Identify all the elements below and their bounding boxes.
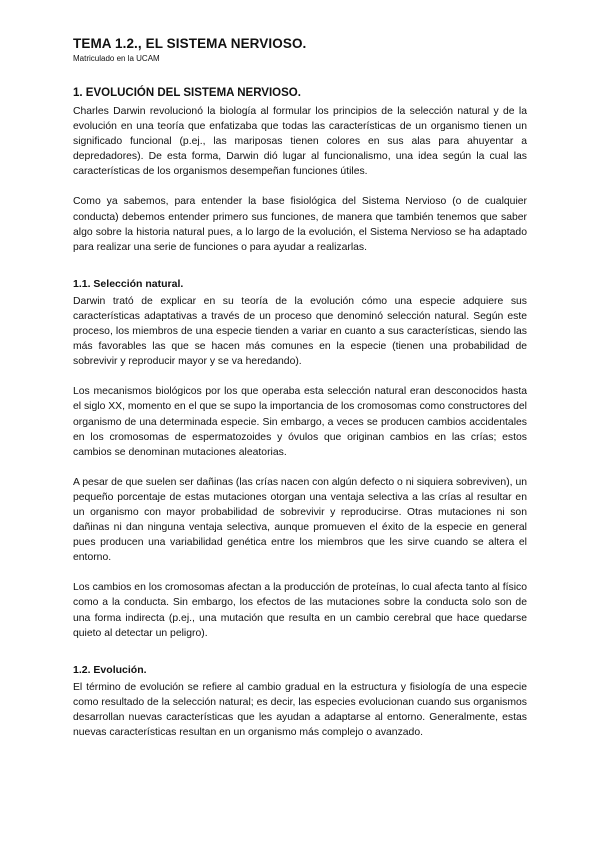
document-title: TEMA 1.2., EL SISTEMA NERVIOSO. — [73, 36, 307, 51]
paragraph: Charles Darwin revolucionó la biología al formular los principios de la selección natural y de la evolución en una teoría que enfatizaba que todas las características de un organismo tienen un significado funcional (p.ej., las mariposas tienen colores en sus alas para ahuyentar a depredadores). De esta forma, Darwin dió lugar al funcionalismo, una idea según la cual las características de los organismos desempeñan funciones útiles. — [73, 106, 527, 178]
subsection-heading-evolucion: 1.2. Evolución. — [73, 663, 147, 676]
paragraph: Como ya sabemos, para entender la base fisiológica del Sistema Nervioso (o de cualquier conducta) debemos entender primero sus funciones, de manera que también tenemos que saber algo sobre la historia natural pues, a lo largo de la evolución, el Sistema Nervioso se ha adaptado para realizar una serie de funciones o para ayudar a realizarlas. — [73, 196, 527, 253]
paragraph: El término de evolución se refiere al cambio gradual en la estructura y fisiología de una especie como resultado de la selección natural; es decir, las especies evolucionan cuando sus organismos desarrollan nuevas características que les ayudan a adaptarse al entorno. Generalmente, estas nuevas características resultan en un organismo más complejo o avanzado. — [73, 681, 527, 738]
paragraph: A pesar de que suelen ser dañinas (las crías nacen con algún defecto o ni siquiera sobreviven), un pequeño porcentaje de estas mutaciones otorgan una ventaja selectiva a las crías al resultar en un organismo con mayor probabilidad de sobrevivir y reproducirse. Otras mutaciones ni son dañinas ni dan ninguna ventaja selectiva, aunque promueven el éxito de la especie en general pues producen una variabilidad genética entre los miembros que les sirve cuando se altera el entorno. — [73, 476, 528, 564]
document-subtitle: Matriculado en la UCAM — [73, 54, 160, 63]
paragraph: Los cambios en los cromosomas afectan a la producción de proteínas, lo cual afecta tanto al físico como a la conducta. Sin embargo, los efectos de las mutaciones sobre la conducta solo son de una forma indirecta (p.ej., una mutación que resulta en un cambio cerebral que hace quedarse quieto al detectar un peligro). — [73, 582, 527, 639]
paragraph: Darwin trató de explicar en su teoría de la evolución cómo una especie adquiere sus características adaptativas a través de un proceso que denominó selección natural. Según este proceso, los miembros de una especie tienden a variar en cuanto a sus características, siendo las más favorables las que se hacen más comunes en la especie (tienen una probabilidad de sobrevivir y reproducir mayor y se va heredando). — [73, 295, 527, 368]
section-heading-evolucion-sistema-nervioso: 1. EVOLUCIÓN DEL SISTEMA NERVIOSO. — [73, 87, 301, 99]
paragraph: Los mecanismos biológicos por los que operaba esta selección natural eran desconocidos hasta el siglo XX, momento en el que se supo la importancia de los cromosomas como constructores del organismo de una determinada especie. Sin embargo, a veces se producen cambios accidentales en los cromosomas de espermatozoides y óvulos que originan cambios en las crías; estos cambios se denominan mutaciones aleatorias. — [73, 386, 527, 458]
document-page — [73, 36, 527, 740]
subsection-heading-seleccion-natural: 1.1. Selección natural. — [73, 277, 184, 290]
